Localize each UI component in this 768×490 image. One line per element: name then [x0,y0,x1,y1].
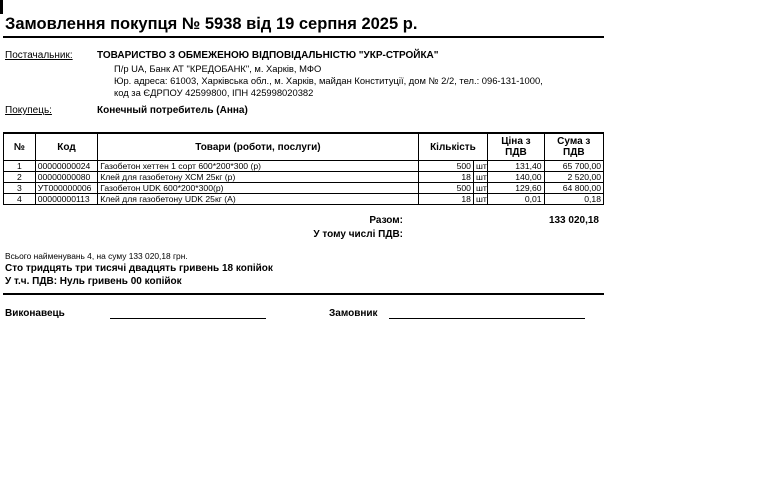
total-value: 133 020,18 [548,215,599,226]
row-sum: 0,18 [544,194,603,205]
row-num: 1 [4,161,36,172]
row-code: 00000000080 [35,172,97,183]
title-divider [3,36,604,38]
table-row [4,183,604,194]
row-num: 3 [4,183,36,194]
row-name: Клей для газобетону ХСМ 25кг (р) [98,172,418,183]
row-sum: 2 520,00 [544,172,603,183]
customer-signature-line [389,318,585,319]
items-table [3,132,604,205]
supplier-codes: код за ЄДРПОУ 42599800, ІПН 425998020382 [114,87,314,98]
row-qty: 18 [418,194,473,205]
row-unit: шт [473,172,487,183]
row-code: 00000000024 [35,161,97,172]
document-title: Замовлення покупця № 5938 від 19 серпня 2025 р. [5,15,418,33]
header-num: № [4,133,36,161]
vat-label: У тому числі ПДВ: [313,229,403,240]
buyer-name: Конечный потребитель (Анна) [97,105,248,116]
row-unit: шт [473,183,487,194]
row-qty: 18 [418,172,473,183]
header-qty: Кількість [418,133,488,161]
row-price: 129,60 [488,183,544,194]
table-header-row [4,133,604,161]
row-name: Клей для газобетону UDK 25кг (А) [98,194,418,205]
table-row [4,172,604,183]
row-price: 131,40 [488,161,544,172]
summary-count-line: Всього найменувань 4, на суму 133 020,18 грн. [5,251,188,261]
customer-label: Замовник [329,308,378,319]
summary-divider [3,293,604,295]
row-num: 2 [4,172,36,183]
buyer-label: Покупець: [5,105,52,116]
supplier-label: Постачальник: [5,50,73,61]
row-sum: 64 800,00 [544,183,603,194]
total-label: Разом: [369,215,403,226]
header-sum: Сума з ПДВ [544,133,603,161]
row-qty: 500 [418,161,473,172]
header-goods: Товари (роботи, послуги) [98,133,418,161]
row-sum: 65 700,00 [544,161,603,172]
executor-label: Виконавець [5,308,65,319]
table-row [4,194,604,205]
summary-words-vat: У т.ч. ПДВ: Нуль гривень 00 копійок [5,276,182,287]
supplier-name: ТОВАРИСТВО З ОБМЕЖЕНОЮ ВІДПОВІДАЛЬНІСТЮ "УКР-СТРОЙКА" [97,50,439,61]
summary-words-total: Сто тридцять три тисячі двадцять гривень 18 копійок [5,263,273,274]
table-row [4,161,604,172]
row-unit: шт [473,194,487,205]
row-code: УТ000000006 [35,183,97,194]
row-name: Газобетон хеттен 1 сорт 600*200*300 (р) [98,161,418,172]
row-unit: шт [473,161,487,172]
supplier-address: Юр. адреса: 61003, Харківська обл., м. Харків, майдан Конституції, дом № 2/2, тел.: 096-131-1000, [114,75,543,86]
header-code: Код [35,133,97,161]
row-code: 00000000113 [35,194,97,205]
executor-signature-line [110,318,266,319]
corner-marker [0,0,3,14]
row-num: 4 [4,194,36,205]
row-price: 140,00 [488,172,544,183]
row-price: 0,01 [488,194,544,205]
header-price: Ціна з ПДВ [488,133,544,161]
row-name: Газобетон UDK 600*200*300(р) [98,183,418,194]
supplier-bank: П/р UA, Банк АТ "КРЕДОБАНК", м. Харків, МФО [114,63,322,74]
row-qty: 500 [418,183,473,194]
